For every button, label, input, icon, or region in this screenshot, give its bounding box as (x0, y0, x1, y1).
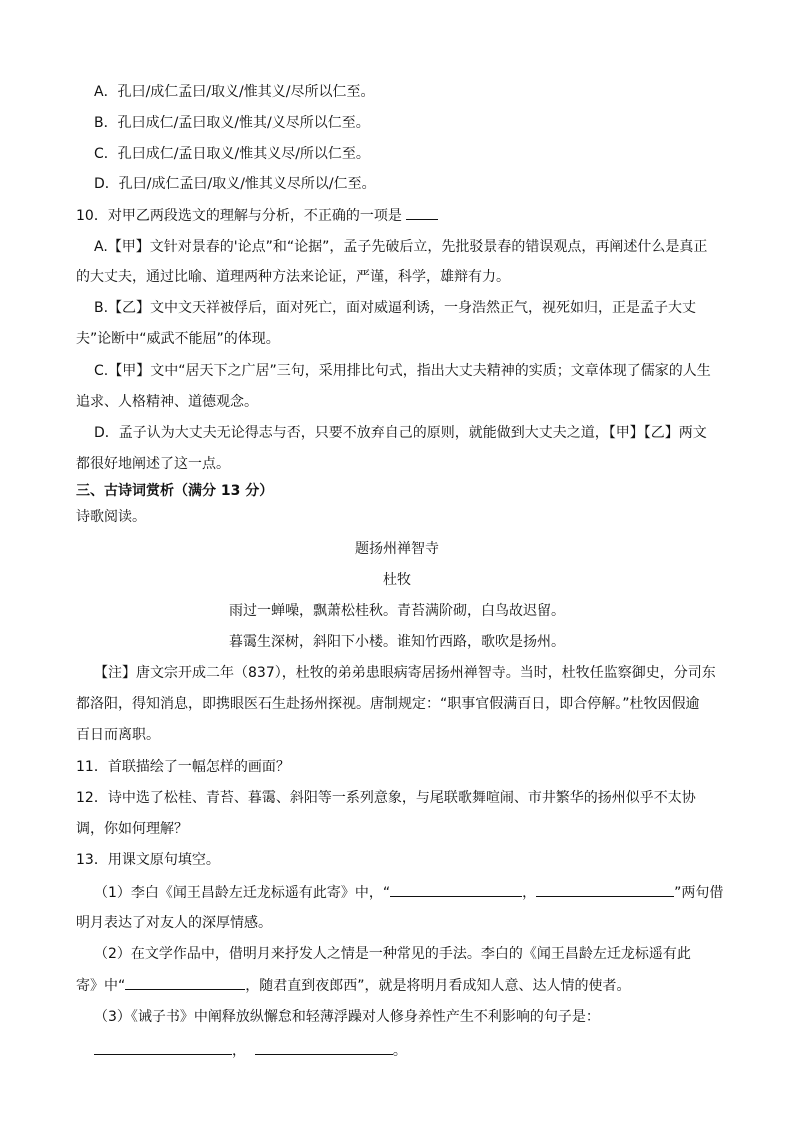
q9-option-b: B．孔曰成仁/孟曰取义/惟其/义尽所以仁至。 (94, 115, 370, 131)
fill-blank-2[interactable] (536, 882, 674, 897)
fill-blank-4[interactable] (94, 1040, 232, 1055)
section-heading: 三、古诗词赏析（满分 13 分） (76, 483, 274, 499)
q13-1-line1: （1）李白《闻王昌龄左迁龙标遥有此寄》中，“ ， ”两句借 (94, 882, 723, 903)
q10-option-b-line1: B.【乙】文中文天祥被俘后，面对死亡，面对威逼利诱，一身浩然正气，视死如归，正是孟子大丈 (94, 300, 697, 316)
poem-author: 杜牧 (383, 572, 411, 588)
q10-option-a-line1: A.【甲】文针对景春的'论点”和“论据”，孟子先破后立，先批驳景春的错误观点，再阐述什么是真正 (94, 239, 708, 255)
q10-option-d-line2: 都很好地阐述了这一点。 (76, 456, 230, 472)
poem-note-line3: 百日而离职。 (76, 727, 160, 743)
q13-1-line2: 明月表达了对友人的深厚情感。 (76, 915, 272, 931)
fill-blank-5[interactable] (255, 1040, 393, 1055)
q10-option-c-line1: C.【甲】文中“居天下之广居”三句，采用排比句式，指出大丈夫精神的实质；文章体现了儒家的人生 (94, 363, 711, 379)
q10-option-d-line1: D．孟子认为大丈夫无论得志与否，只要不放弃自己的原则，就能做到大丈夫之道，【甲】【乙】两文 (94, 425, 707, 441)
fill-blank-3[interactable] (125, 975, 245, 990)
q10-option-a-line2: 的大丈夫，通过比喻、道理两种方法来论证，严谨，科学，雄辩有力。 (76, 269, 510, 285)
q9-option-d: D．孔曰/成仁孟曰/取义/惟其义尽所以/仁至。 (94, 176, 376, 192)
q9-option-c: C．孔曰成仁/孟日取义/惟其义尽/所以仁至。 (94, 146, 370, 162)
q10-option-b-line2: 夫”论断中“威武不能屈”的体现。 (76, 331, 280, 347)
q12-line1: 12．诗中选了松桂、青苔、暮霭、斜阳等一系列意象，与尾联歌舞喧闹、市井繁华的扬州似乎不太协 (76, 790, 696, 806)
q13-3-line2: ， 。 (94, 1040, 407, 1061)
poem-note-line2: 都洛阳，得知消息，即携眼医石生赴扬州探视。唐制规定：“职事官假满百日，即合停解。”杜牧因假逾 (76, 696, 700, 712)
poem-note-line1: 【注】唐文宗开成二年（837），杜牧的弟弟患眼病寄居扬州禅智寺。当时，杜牧任监察御史，分司东 (94, 665, 716, 681)
q9-option-a: A．孔曰/成仁孟曰/取义/惟其义/尽所以仁至。 (94, 84, 375, 100)
q13-stem: 13．用课文原句填空。 (76, 852, 220, 868)
q10-stem: 10．对甲乙两段选文的理解与分析，不正确的一项是 (76, 205, 438, 226)
section-intro: 诗歌阅读。 (76, 509, 146, 525)
poem-title: 题扬州禅智寺 (355, 541, 439, 557)
q13-3-line1: （3）《诫子书》中阐释放纵懈怠和轻薄浮躁对人修身养性产生不利影响的句子是： (94, 1009, 600, 1025)
q11: 11．首联描绘了一幅怎样的画面？ (76, 759, 290, 775)
poem-line-2: 暮霭生深树，斜阳下小楼。谁知竹西路，歌吹是扬州。 (229, 634, 565, 650)
answer-blank[interactable] (406, 205, 438, 220)
fill-blank-1[interactable] (390, 882, 522, 897)
q10-option-c-line2: 追求、人格精神、道德观念。 (76, 394, 258, 410)
poem-line-1: 雨过一蝉噪，飘萧松桂秋。青苔满阶砌，白鸟故迟留。 (229, 603, 565, 619)
q12-line2: 调，你如何理解？ (76, 821, 188, 837)
q13-2-line2: 寄》中“ ，随君直到夜郎西”，就是将明月看成知人意、达人情的使者。 (76, 975, 631, 996)
q13-2-line1: （2）在文学作品中，借明月来抒发人之情是一种常见的手法。李白的《闻王昌龄左迁龙标遥有此 (94, 946, 691, 962)
